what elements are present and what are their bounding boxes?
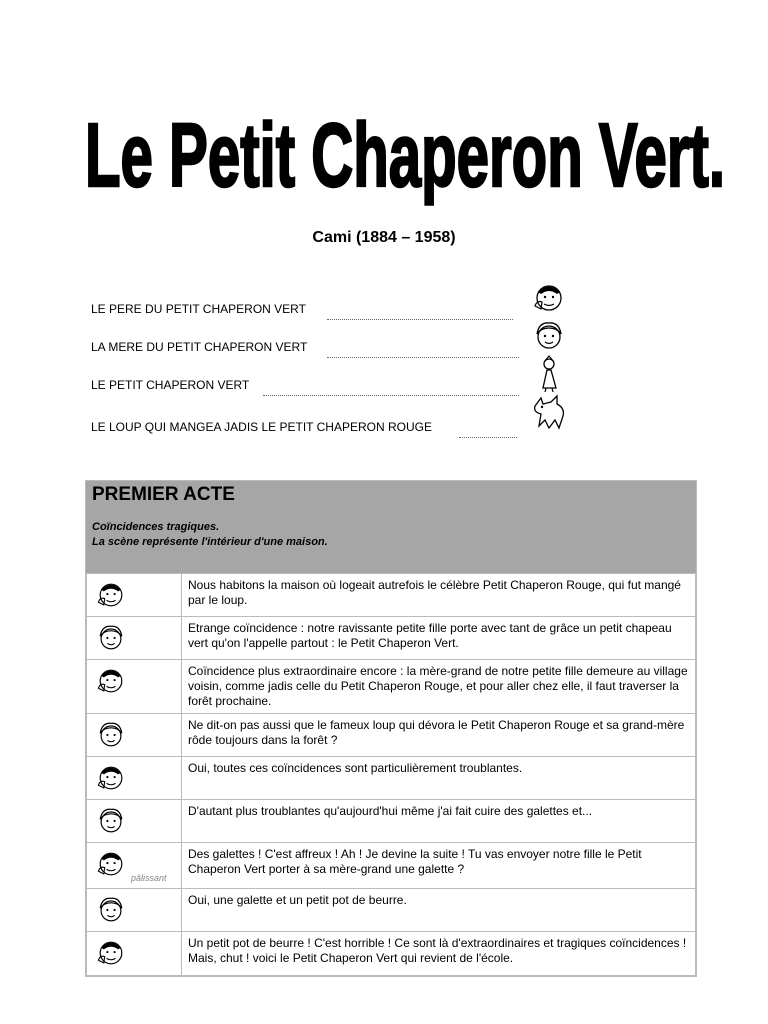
cast-name: LE PETIT CHAPERON VERT xyxy=(91,378,250,392)
cast-item xyxy=(91,420,571,444)
act-header xyxy=(86,481,696,573)
dialogue-text: Un petit pot de beurre ! C'est horrible ! Ce sont là d'extraordinaires et tragiques coïncidences ! Mais, chut ! voici le Petit Chaperon Vert qui revient de l'école. xyxy=(182,932,696,976)
dotted-leader xyxy=(459,437,517,438)
act-subtitle: Coïncidences tragiques. xyxy=(92,521,220,533)
mother-icon xyxy=(93,892,129,928)
father-icon xyxy=(93,760,129,796)
father-icon xyxy=(93,935,129,971)
dotted-leader xyxy=(263,395,519,396)
dialogue-row xyxy=(87,714,696,757)
mother-icon xyxy=(93,717,129,753)
dialogue-row xyxy=(87,889,696,932)
speaker-cell xyxy=(87,889,182,932)
dialogue-text: Ne dit-on pas aussi que le fameux loup qui dévora le Petit Chaperon Rouge et sa grand-mère rôde toujours dans la forêt ? xyxy=(182,714,696,757)
cast-name: LE LOUP QUI MANGEA JADIS LE PETIT CHAPERON ROUGE xyxy=(91,420,432,434)
speaker-cell xyxy=(87,932,182,976)
speaker-cell xyxy=(87,660,182,714)
dialogue-text: Oui, toutes ces coïncidences sont particulièrement troublantes. xyxy=(182,757,696,800)
dotted-leader xyxy=(327,357,519,358)
dialogue-row xyxy=(87,800,696,843)
dialogue-row xyxy=(87,757,696,800)
speaker-cell xyxy=(87,757,182,800)
mother-icon xyxy=(93,620,129,656)
mother-icon xyxy=(529,316,569,356)
dialogue-row xyxy=(87,574,696,617)
dialogue-text: Nous habitons la maison où logeait autrefois le célèbre Petit Chaperon Rouge, qui fut mangé par le loup. xyxy=(182,574,696,617)
dialogue-row xyxy=(87,843,696,889)
speaker-cell xyxy=(87,800,182,843)
author-line: Cami (1884 – 1958) xyxy=(312,229,456,246)
cast-name: LE PERE DU PETIT CHAPERON VERT xyxy=(91,302,306,316)
title xyxy=(80,100,730,210)
title-art xyxy=(80,100,730,210)
dialogue-text: Oui, une galette et un petit pot de beurre. xyxy=(182,889,696,932)
stage-direction: pâlissant xyxy=(131,873,167,883)
girl-icon xyxy=(529,354,569,394)
wolf-icon xyxy=(529,392,569,432)
dialogue-text: Des galettes ! C'est affreux ! Ah ! Je devine la suite ! Tu vas envoyer notre fille le Petit Chaperon Vert porter à sa mère-grand une galette ? xyxy=(182,843,696,889)
speaker-cell xyxy=(87,843,182,889)
speaker-cell xyxy=(87,617,182,660)
title-text: Le Petit Chaperon Vert. xyxy=(84,105,725,207)
dialogue-table xyxy=(86,573,696,976)
speaker-cell xyxy=(87,714,182,757)
dialogue-text: Etrange coïncidence : notre ravissante petite fille porte avec tant de grâce un petit chapeau vert qu'on l'appelle partout : le Petit Chaperon Vert. xyxy=(182,617,696,660)
dialogue-row xyxy=(87,617,696,660)
cast-item xyxy=(91,378,571,402)
dialogue-text: D'autant plus troublantes qu'aujourd'hui même j'ai fait cuire des galettes et... xyxy=(182,800,696,843)
mother-icon xyxy=(93,803,129,839)
dialogue-text: Coïncidence plus extraordinaire encore : la mère-grand de notre petite fille demeure au village voisin, comme jadis celle du Petit Chaperon Rouge, et pour aller chez elle, il faut traverser la forêt prochaine. xyxy=(182,660,696,714)
cast-item xyxy=(91,340,571,364)
cast-item xyxy=(91,302,571,326)
speaker-cell xyxy=(87,574,182,617)
dialogue-row xyxy=(87,932,696,976)
father-icon xyxy=(93,577,129,613)
cast-name: LA MERE DU PETIT CHAPERON VERT xyxy=(91,340,308,354)
stage-direction: La scène représente l'intérieur d'une maison. xyxy=(92,536,328,548)
father-icon xyxy=(93,663,129,699)
dotted-leader xyxy=(327,319,513,320)
dialogue-row xyxy=(87,660,696,714)
father-icon xyxy=(93,846,129,882)
father-icon xyxy=(529,278,569,318)
act-title: PREMIER ACTE xyxy=(92,484,235,505)
act-section xyxy=(85,480,697,977)
